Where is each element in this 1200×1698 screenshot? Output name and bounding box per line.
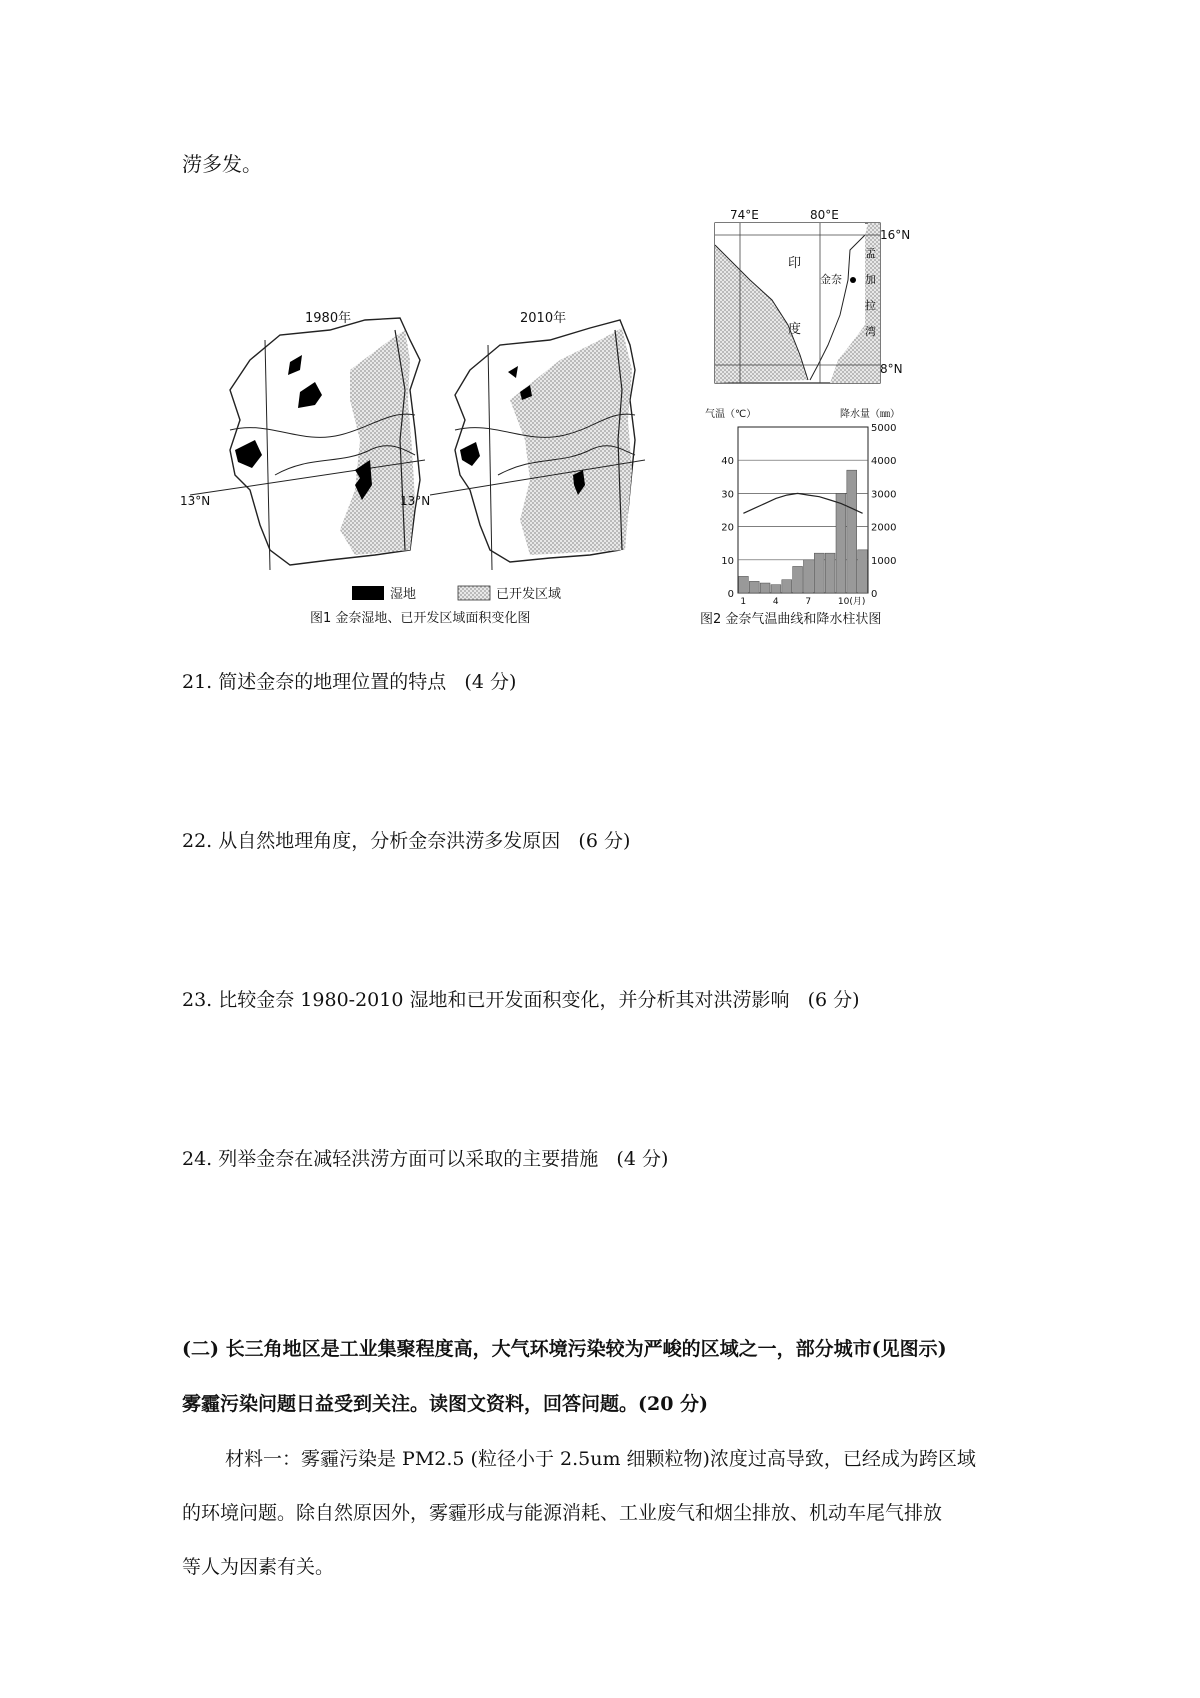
bay-char-3: 拉 [865, 299, 876, 312]
precip-bar [858, 550, 868, 593]
material1-line3: 等人为因素有关。 [182, 1556, 335, 1578]
lat-13-label-2010: 13°N [400, 494, 431, 508]
question-score: (6 分) [807, 989, 860, 1011]
precip-bar [782, 580, 792, 593]
month-tick-label: 4 [772, 597, 779, 607]
bay-char-4: 湾 [865, 325, 876, 338]
temp-tick-label: 0 [727, 589, 734, 600]
question-text: 简述金奈的地理位置的特点 [218, 671, 447, 693]
question-text: 列举金奈在减轻洪涝方面可以采取的主要措施 [218, 1148, 599, 1170]
precip-bar [814, 553, 824, 593]
precip-bar [825, 553, 835, 593]
year-2010-label: 2010年 [520, 311, 567, 326]
precip-tick-label: 4000 [871, 456, 897, 468]
question-24 [182, 1145, 668, 1173]
map-legend [352, 586, 561, 602]
fig2-caption: 图2 金奈气温曲线和降水柱状图 [700, 612, 882, 627]
lat-13-label-1980: 13°N [180, 494, 211, 508]
material1-line2: 的环境问题。除自然原因外，雾霾形成与能源消耗、工业废气和烟尘排放、机动车尾气排放 [182, 1502, 943, 1524]
locator-map [700, 205, 910, 395]
temp-tick-label: 20 [721, 522, 734, 534]
fig1-caption: 图1 金奈湿地、已开发区域面积变化图 [310, 611, 531, 626]
precip-axis-label: 降水量（㎜） [840, 409, 900, 420]
legend-wetland-label: 湿地 [390, 587, 417, 602]
question-score: (4 分) [464, 671, 517, 693]
bay-char-1: 孟 [865, 247, 876, 260]
map-2010 [400, 310, 645, 570]
section2-line1: (二) 长三角地区是工业集聚程度高，大气环境污染较为严峻的区域之一，部分城市(见图示) [182, 1338, 947, 1360]
precip-bar [749, 581, 759, 593]
lon-74-label: 74°E [730, 208, 759, 222]
climate-chart [700, 405, 930, 630]
precip-bar [739, 576, 749, 593]
city-label: 金奈 [820, 273, 842, 286]
legend-developed-label: 已开发区域 [496, 587, 562, 602]
precip-tick-label: 0 [871, 589, 878, 600]
question-number: 24. [182, 1148, 213, 1170]
precip-bar [847, 470, 857, 593]
temp-axis-label: 气温（℃） [705, 409, 757, 420]
bay-char-2: 加 [865, 273, 876, 286]
temp-tick-label: 40 [721, 456, 734, 468]
question-text: 从自然地理角度，分析金奈洪涝多发原因 [218, 830, 561, 852]
city-marker [850, 277, 856, 283]
lat-8-label: 8°N [880, 362, 903, 376]
month-tick-label: 1 [740, 597, 747, 607]
question-number: 23. [182, 989, 213, 1011]
precip-tick-label: 3000 [871, 489, 897, 501]
precip-bar [793, 566, 803, 593]
legend-wetland-swatch [352, 586, 384, 600]
map-1980 [180, 310, 425, 570]
precip-tick-label: 5000 [871, 423, 897, 434]
legend-developed-swatch [458, 586, 490, 600]
precip-bar [804, 560, 814, 593]
month-tick-label: 7 [805, 597, 812, 607]
precip-bar [771, 585, 781, 593]
intro-tail-text: 涝多发。 [182, 152, 262, 176]
precip-bar [836, 493, 846, 593]
section2-line2: 雾霾污染问题日益受到关注。读图文资料，回答问题。(20 分) [182, 1393, 709, 1415]
temp-tick-label: 10 [721, 555, 734, 567]
precip-bar [760, 583, 770, 593]
precip-tick-label: 2000 [871, 522, 897, 534]
wetland-map-figure [180, 300, 690, 630]
month-tick-label: 10(月) [837, 597, 866, 607]
india-char-2: 度 [788, 322, 802, 337]
question-21 [182, 668, 516, 696]
temp-tick-label: 30 [721, 489, 734, 501]
question-23 [182, 986, 860, 1014]
india-char-1: 印 [788, 256, 802, 271]
precip-tick-label: 1000 [871, 555, 897, 567]
lon-80-label: 80°E [810, 208, 839, 222]
question-22 [182, 827, 630, 855]
question-text: 比较金奈 1980-2010 湿地和已开发面积变化，并分析其对洪涝影响 [218, 989, 790, 1011]
question-number: 22. [182, 830, 213, 852]
question-number: 21. [182, 671, 213, 693]
year-1980-label: 1980年 [305, 311, 352, 326]
material1-line1: 材料一：雾霾污染是 PM2.5 (粒径小于 2.5um 细颗粒物)浓度过高导致，已经成为跨区域 [225, 1448, 976, 1470]
question-score: (4 分) [616, 1148, 669, 1170]
question-score: (6 分) [578, 830, 631, 852]
lat-16-label: 16°N [880, 228, 911, 242]
